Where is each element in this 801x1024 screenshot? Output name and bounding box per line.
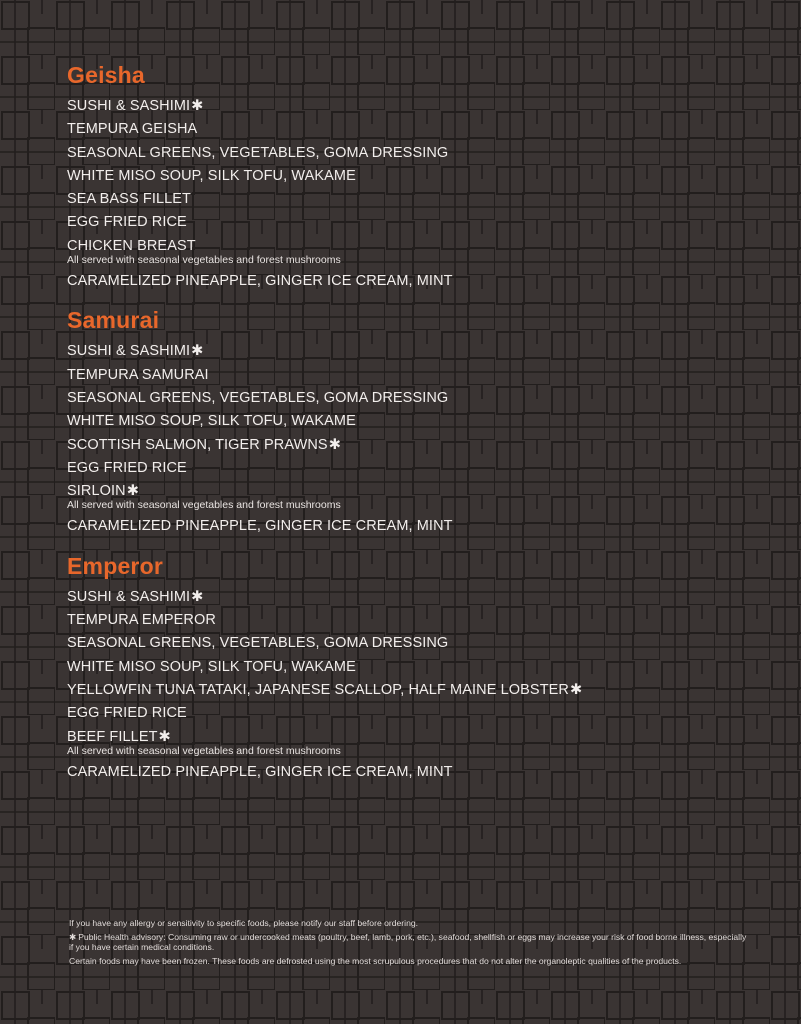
item-text: BEEF FILLET xyxy=(67,728,158,745)
menu-item xyxy=(67,364,767,387)
menu-content xyxy=(67,60,767,796)
item-text: SUSHI & SASHIMI xyxy=(67,343,191,360)
item-list xyxy=(67,340,767,503)
menu-item xyxy=(67,679,767,702)
menu-item xyxy=(67,118,767,141)
allergy-notice: If you have any allergy or sensitivity to specific foods, please notify our staff before ordering. xyxy=(69,918,419,928)
menu-item xyxy=(67,95,767,118)
asterisk-icon: ✱ xyxy=(126,483,139,500)
menu-item xyxy=(67,387,767,410)
menu-item xyxy=(67,211,767,234)
item-text: EGG FRIED RICE xyxy=(67,459,187,476)
item-text: EGG FRIED RICE xyxy=(67,705,187,722)
item-text: WHITE MISO SOUP, SILK TOFU, WAKAME xyxy=(67,167,356,184)
item-text: EGG FRIED RICE xyxy=(67,214,187,231)
section-title: Samurai xyxy=(67,307,160,334)
item-text: CHICKEN BREAST xyxy=(67,237,196,254)
item-text: TEMPURA GEISHA xyxy=(67,121,198,138)
footer-disclaimer xyxy=(69,918,749,970)
menu-item xyxy=(67,632,767,655)
menu-item xyxy=(67,702,767,725)
menu-section-geisha xyxy=(67,60,767,293)
asterisk-icon: ✱ xyxy=(191,588,204,605)
item-text: YELLOWFIN TUNA TATAKI, JAPANESE SCALLOP, HALF MAINE LOBSTER xyxy=(67,681,569,698)
advisory-text: Public Health advisory: Consuming raw or undercooked meats (poultry, beef, lamb, pork, etc.), seafood, shellfish or eggs may increase your risk of food borne illness, especially if you have certain medical conditions. xyxy=(69,932,747,952)
item-list xyxy=(67,586,767,749)
item-text: SUSHI & SASHIMI xyxy=(67,588,191,605)
menu-item xyxy=(67,188,767,211)
menu-item xyxy=(67,434,767,457)
menu-item xyxy=(67,457,767,480)
menu-item xyxy=(67,586,767,609)
item-text: SEASONAL GREENS, VEGETABLES, GOMA DRESSING xyxy=(67,635,449,652)
item-text: SEASONAL GREENS, VEGETABLES, GOMA DRESSING xyxy=(67,144,449,161)
dessert-item: CARAMELIZED PINEAPPLE, GINGER ICE CREAM, MINT xyxy=(67,273,453,290)
menu-item xyxy=(67,410,767,433)
dessert-item: CARAMELIZED PINEAPPLE, GINGER ICE CREAM, MINT xyxy=(67,763,453,780)
item-text: SEASONAL GREENS, VEGETABLES, GOMA DRESSING xyxy=(67,389,449,406)
asterisk-icon: ✱ xyxy=(158,728,171,745)
item-note: All served with seasonal vegetables and forest mushrooms xyxy=(67,254,341,267)
section-title: Emperor xyxy=(67,552,163,579)
item-text: SCOTTISH SALMON, TIGER PRAWNS xyxy=(67,436,328,453)
frozen-notice: Certain foods may have been frozen. These foods are defrosted using the most scrupulous procedures that do not alter the organoleptic qualities of the products. xyxy=(69,956,682,966)
item-text: TEMPURA SAMURAI xyxy=(67,366,209,383)
menu-item xyxy=(67,165,767,188)
item-text: SUSHI & SASHIMI xyxy=(67,98,191,114)
item-text: WHITE MISO SOUP, SILK TOFU, WAKAME xyxy=(67,658,356,675)
asterisk-icon: ✱ xyxy=(191,98,204,114)
item-note: All served with seasonal vegetables and forest mushrooms xyxy=(67,499,341,512)
item-note: All served with seasonal vegetables and forest mushrooms xyxy=(67,744,341,757)
asterisk-icon: ✱ xyxy=(69,932,77,942)
item-list xyxy=(67,95,767,258)
public-health-advisory xyxy=(69,932,749,952)
menu-section-samurai xyxy=(67,305,767,538)
item-text: WHITE MISO SOUP, SILK TOFU, WAKAME xyxy=(67,413,356,430)
item-text: TEMPURA EMPEROR xyxy=(67,612,216,629)
menu-item xyxy=(67,609,767,632)
menu-item xyxy=(67,656,767,679)
asterisk-icon: ✱ xyxy=(191,343,204,360)
asterisk-icon: ✱ xyxy=(570,681,583,698)
item-text: SIRLOIN xyxy=(67,483,126,500)
menu-item xyxy=(67,142,767,165)
menu-item xyxy=(67,340,767,363)
menu-section-emperor xyxy=(67,551,767,784)
item-text: SEA BASS FILLET xyxy=(67,191,191,208)
asterisk-icon: ✱ xyxy=(328,436,341,453)
section-title: Geisha xyxy=(67,62,145,88)
dessert-item: CARAMELIZED PINEAPPLE, GINGER ICE CREAM, MINT xyxy=(67,518,453,535)
